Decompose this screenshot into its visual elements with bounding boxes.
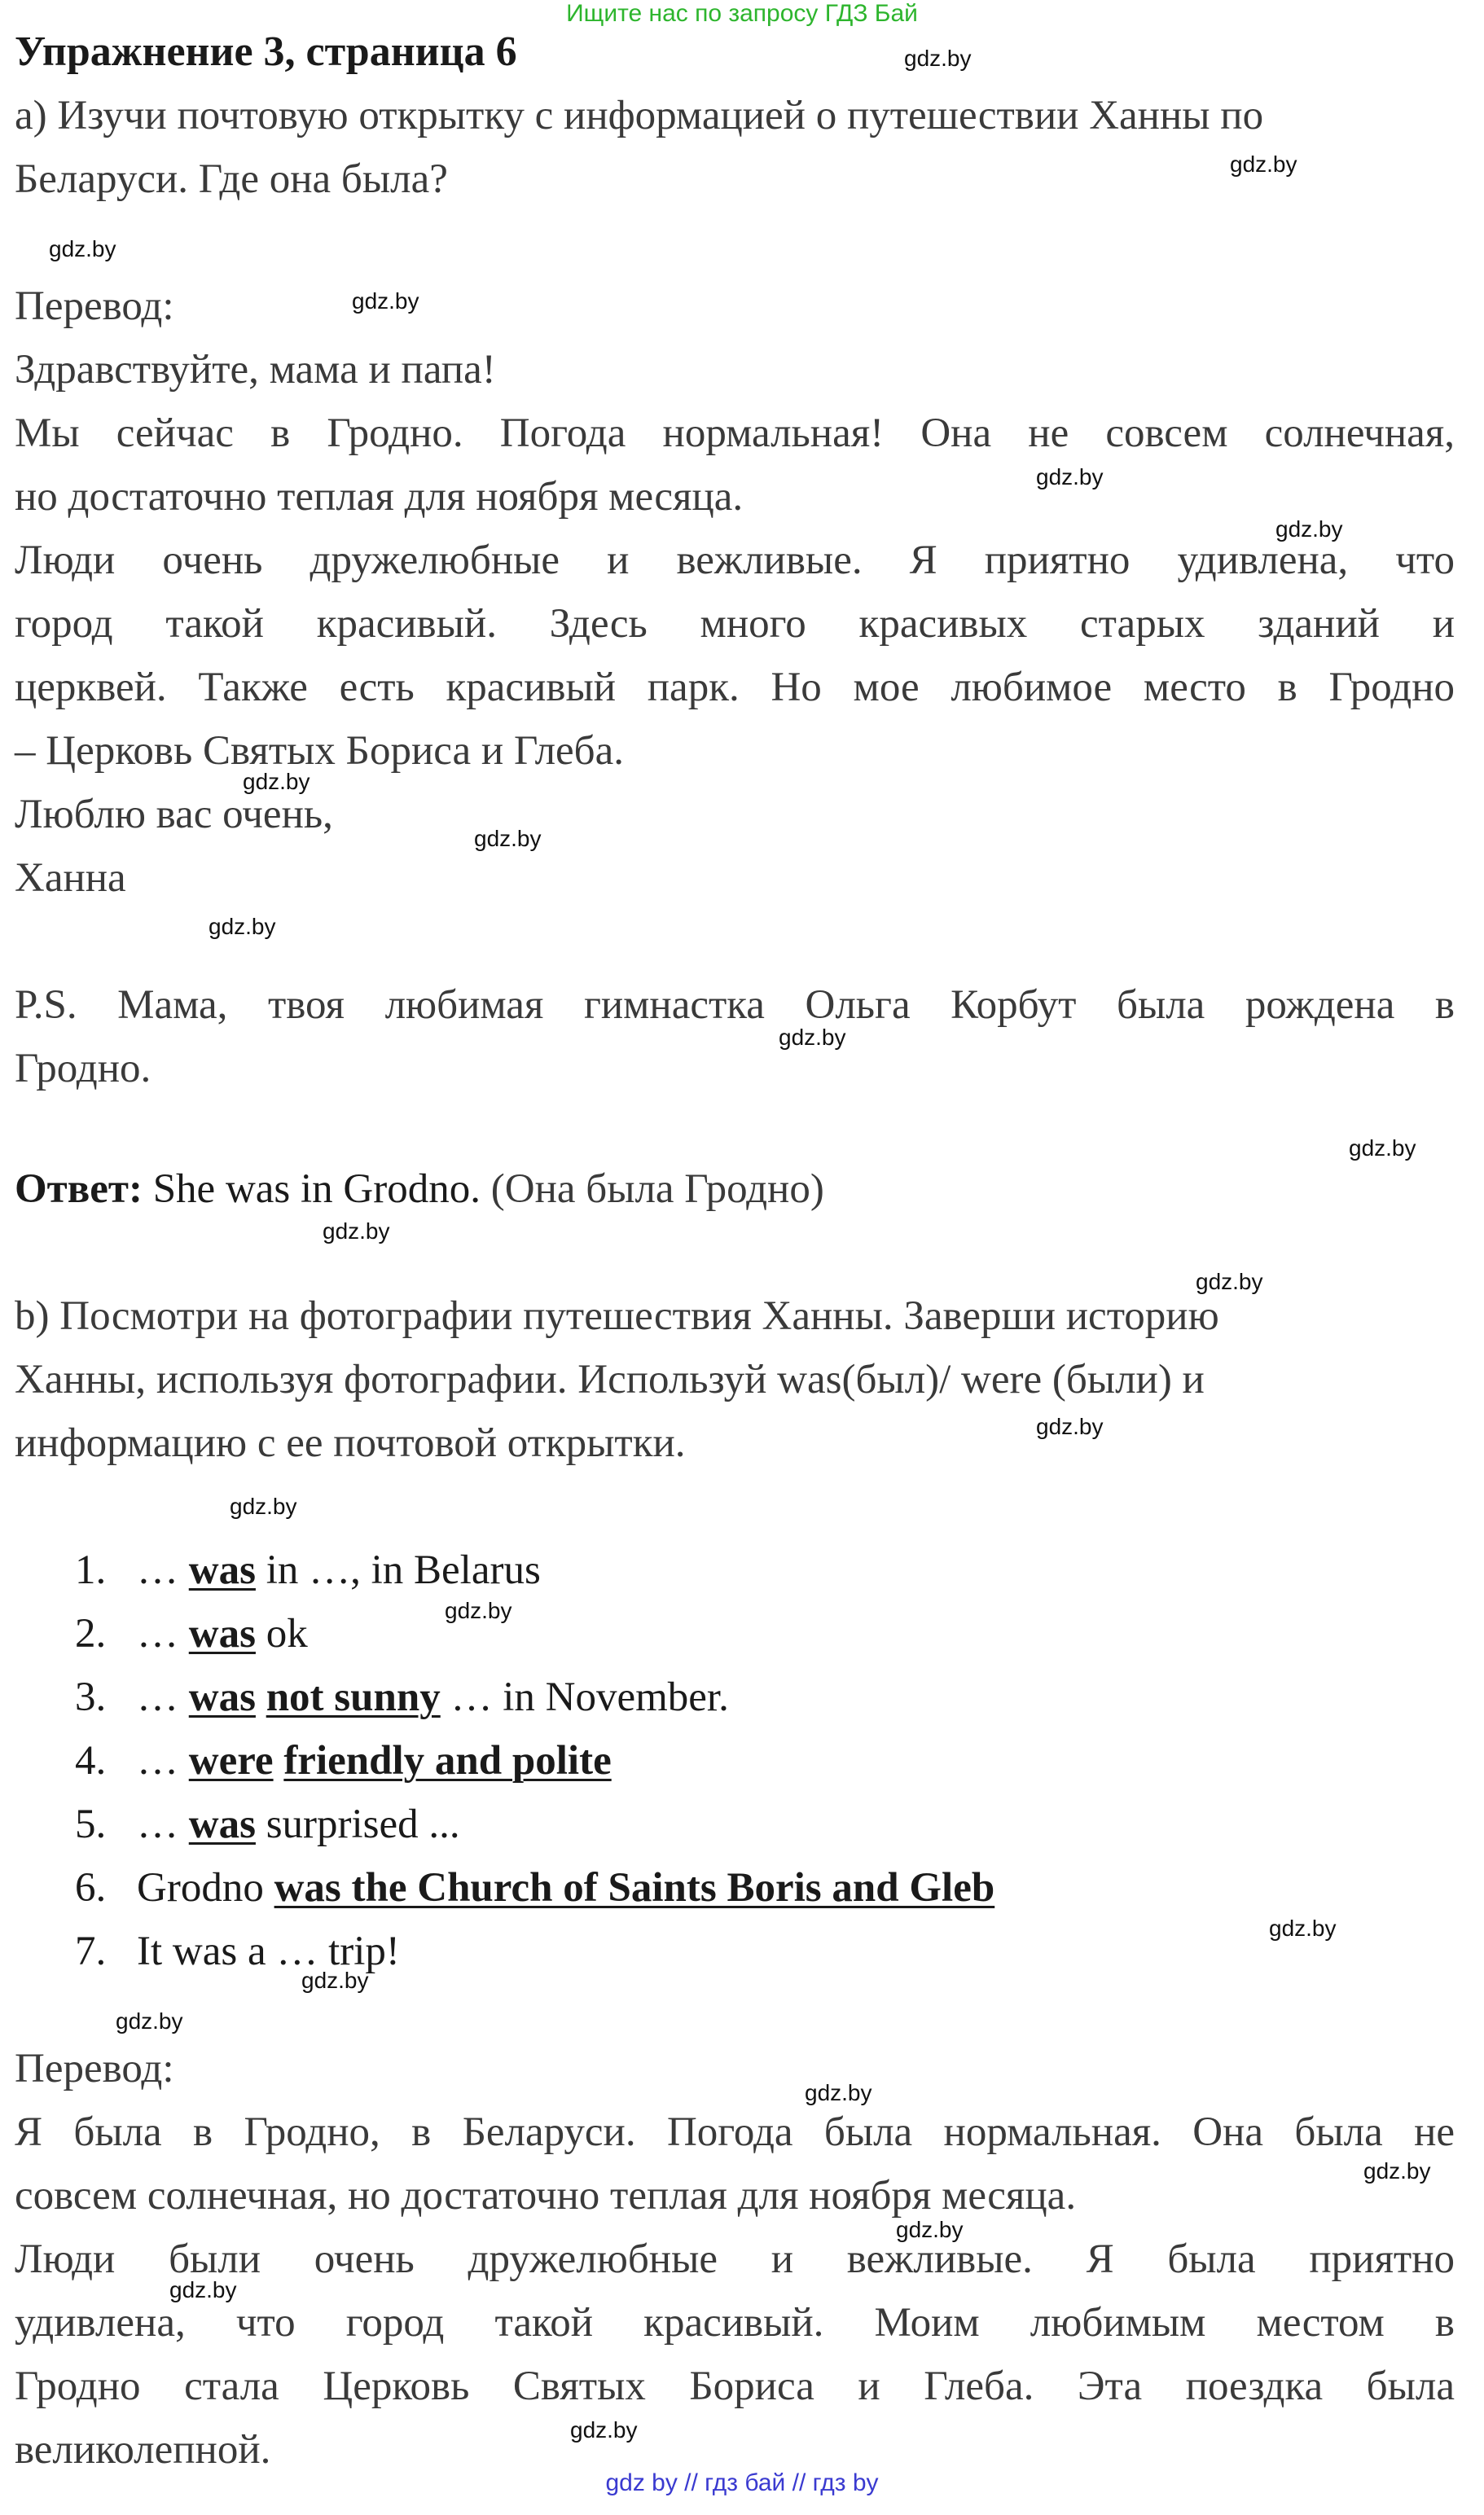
item-number: 6. (75, 1865, 107, 1911)
answer-translation: (Она была Гродно) (481, 1166, 824, 1212)
postcard-closing: Люблю вас очень, (15, 792, 333, 837)
answer-text: She was in Grodno. (142, 1166, 481, 1212)
translation-label-1: Перевод: (15, 283, 174, 329)
watermark: gdz.by (209, 914, 276, 939)
watermark: gdz.by (896, 2217, 964, 2242)
story-line-3: Люди были очень дружелюбные и вежливые. Я была приятно (15, 2236, 1455, 2282)
item-number: 3. (75, 1674, 107, 1720)
watermark: gdz.by (1269, 1916, 1337, 1941)
story-line-4: удивлена, что город такой красивый. Моим любимым местом в (15, 2300, 1455, 2346)
page-title: Упражнение 3, страница 6 (15, 29, 517, 75)
item-number: 4. (75, 1738, 107, 1784)
translation-label-2: Перевод: (15, 2046, 174, 2091)
watermark: gdz.by (570, 2417, 638, 2443)
list-item: … was not sunny … in November. (137, 1674, 729, 1720)
watermark: gdz.by (1363, 2158, 1431, 2184)
item-number: 5. (75, 1802, 107, 1847)
list-item: … was in …, in Belarus (137, 1547, 541, 1593)
footer-banner[interactable]: gdz by // гдз бай // гдз by (605, 2469, 879, 2496)
answer (15, 1165, 824, 1214)
postcard-p1-line1: Мы сейчас в Гродно. Погода нормальная! Она не совсем солнечная, (15, 410, 1455, 456)
postcard-p2-line3: церквей. Также есть красивый парк. Но мое любимое место в Гродно (15, 665, 1455, 710)
watermark: gdz.by (230, 1494, 297, 1519)
list-item: … was ok (137, 1611, 308, 1657)
watermark: gdz.by (116, 2008, 183, 2034)
part-b-line-3: информацию с ее почтовой открытки. (15, 1420, 686, 1466)
part-b-line-2: Ханны, используя фотографии. Используй was(был)/ were (были) и (15, 1357, 1205, 1402)
watermark: gdz.by (352, 288, 419, 314)
item-number: 1. (75, 1547, 107, 1593)
watermark: gdz.by (1196, 1269, 1263, 1294)
part-a-line-1: a) Изучи почтовую открытку с информацией о путешествии Ханны по (15, 93, 1264, 138)
watermark: gdz.by (323, 1218, 390, 1244)
watermark: gdz.by (1230, 151, 1297, 177)
postcard-p2-line2: город такой красивый. Здесь много красивых старых зданий и (15, 601, 1455, 647)
watermark: gdz.by (805, 2080, 872, 2105)
watermark: gdz.by (445, 1598, 512, 1623)
watermark: gdz.by (49, 236, 116, 261)
answer-label: Ответ: (15, 1166, 143, 1212)
list-item: It was a … trip! (137, 1929, 400, 1974)
watermark: gdz.by (243, 769, 310, 794)
postcard-p2-line4: – Церковь Святых Бориса и Глеба. (15, 728, 625, 774)
item-number: 7. (75, 1929, 107, 1974)
watermark: gdz.by (1036, 464, 1104, 489)
part-b-line-1: b) Посмотри на фотографии путешествия Ханны. Заверши историю (15, 1293, 1219, 1339)
postcard-greeting: Здравствуйте, мама и папа! (15, 347, 496, 393)
watermark: gdz.by (1349, 1135, 1416, 1161)
watermark: gdz.by (301, 1968, 369, 1993)
item-number: 2. (75, 1611, 107, 1657)
story-line-6: великолепной. (15, 2427, 271, 2473)
watermark: gdz.by (1275, 516, 1343, 542)
watermark: gdz.by (474, 826, 542, 851)
list-item: … were friendly and polite (137, 1738, 612, 1784)
list-item: … was surprised ... (137, 1802, 460, 1847)
list-item: Grodno was the Church of Saints Boris and Gleb (137, 1865, 995, 1911)
story-line-1: Я была в Гродно, в Беларуси. Погода была нормальная. Она была не (15, 2109, 1455, 2155)
story-line-5: Гродно стала Церковь Святых Бориса и Глеба. Эта поездка была (15, 2364, 1455, 2409)
watermark: gdz.by (779, 1025, 846, 1050)
postcard-ps-line1: P.S. Мама, твоя любимая гимнастка Ольга Корбут была рождена в (15, 982, 1455, 1028)
postcard-ps-line2: Гродно. (15, 1046, 151, 1091)
watermark: gdz.by (1036, 1414, 1104, 1439)
postcard-p2-line1: Люди очень дружелюбные и вежливые. Я приятно удивлена, что (15, 538, 1455, 583)
part-a-line-2: Беларуси. Где она была? (15, 156, 448, 202)
watermark: gdz.by (904, 46, 972, 71)
watermark: gdz.by (169, 2277, 237, 2302)
postcard-p1-line2: но достаточно теплая для ноября месяца. (15, 474, 744, 520)
header-banner[interactable]: Ищите нас по запросу ГДЗ Бай (566, 0, 918, 27)
story-line-2: совсем солнечная, но достаточно теплая для ноября месяца. (15, 2173, 1077, 2219)
postcard-signature: Ханна (15, 855, 126, 901)
